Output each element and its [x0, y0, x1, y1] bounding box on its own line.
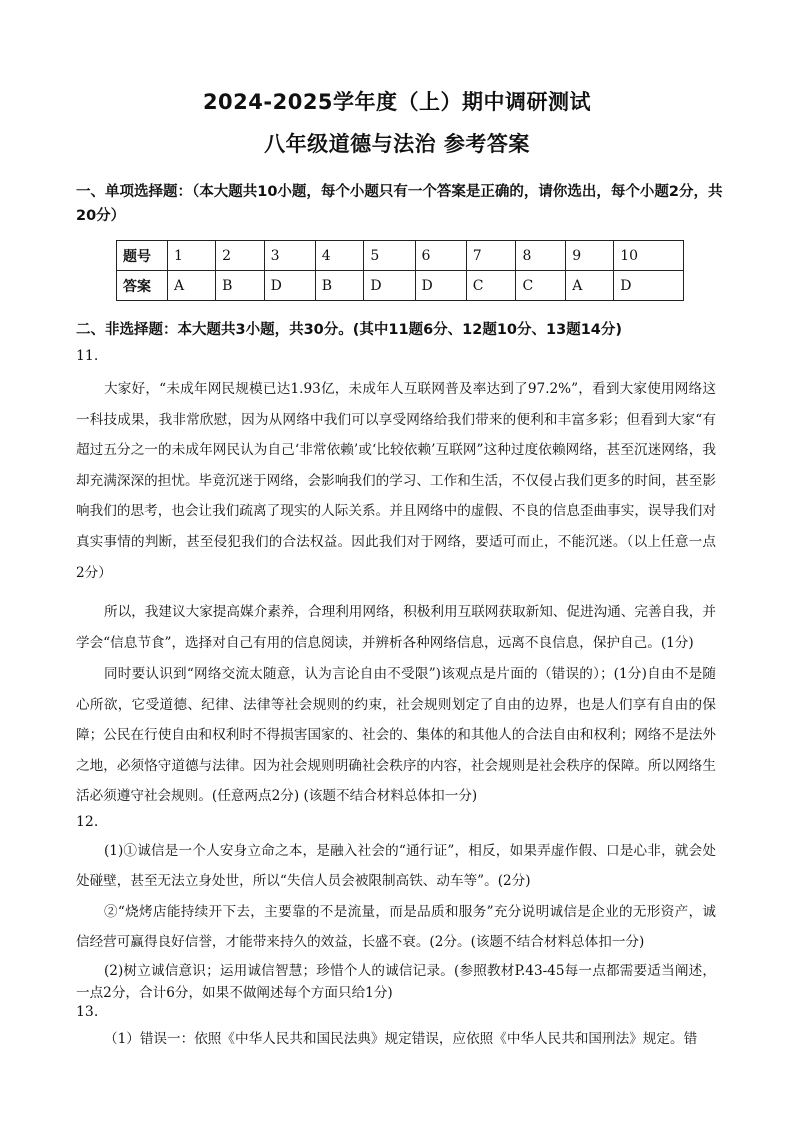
question-number: 8: [516, 241, 566, 271]
question-11-paragraph-1: 大家好，“未成年网民规模已达1.93亿，未成年人互联网普及率达到了97.2%”，看到大家使用网络这一科技成果，我非常欣慰，因为从网络中我们可以享受网络给我们带来的便利和丰富多彩；但看到大家“有超过五分之一的未成年网民认为自己‘非常依赖’或‘比较依赖’互联网”这种过度依赖网络，甚至沉迷网络，我却充满深深的担忧。毕竟沉迷于网络，会影响我们的学习、工作和生活，不仅侵占我们更多的时间，甚至影响我们的思考，也会让我们疏离了现实的人际关系。并且网络中的虚假、不良的信息歪曲事实，误导我们对真实事情的判断，甚至侵犯我们的合法权益。因此我们对于网络，要适可而止，不能沉迷。（以上任意一点2分）: [76, 381, 716, 581]
page-title: 2024-2025学年度（上）期中调研测试: [202, 90, 592, 114]
answer-cell: D: [264, 271, 315, 301]
question-number: 7: [466, 241, 516, 271]
question-11-number: 11.: [76, 348, 99, 364]
question-label: 题号: [117, 241, 168, 271]
answer-row: [117, 271, 684, 301]
question-12-paragraph-1: (1)①诚信是一个人安身立命之本，是融入社会的“通行证”，相反，如果弄虚作假、口是心非，就会处处碰壁，甚至无法立身处世，所以“失信人员会被限制高铁、动车等”。(2分): [76, 843, 716, 889]
question-12-paragraph-3: (2)树立诚信意识；运用诚信智慧；珍惜个人的诚信记录。(参照教材P.43-45每一点都需要适当阐述，一点2分，合计6分，如果不做阐述每个方面只给1分): [76, 963, 716, 1001]
section2-heading: 二、非选择题：本大题共3小题，共30分。(其中11题6分、12题10分、13题14分): [76, 322, 622, 338]
question-number-row: [117, 241, 684, 271]
question-number: 2: [216, 241, 265, 271]
question-13-paragraph-1: （1）错误一：依照《中华人民共和国民法典》规定错误，应依照《中华人民共和国刑法》规定。错: [104, 1031, 698, 1047]
answer-cell: D: [364, 271, 415, 301]
answer-cell: C: [466, 271, 516, 301]
question-number: 3: [264, 241, 315, 271]
question-number: 5: [364, 241, 415, 271]
answer-cell: A: [566, 271, 614, 301]
answer-cell: C: [516, 271, 566, 301]
answer-cell: B: [315, 271, 364, 301]
question-12-paragraph-2: ②“烧烤店能持续开下去，主要靠的不是流量，而是品质和服务”充分说明诚信是企业的无形资产，诚信经营可赢得良好信誉，才能带来持久的效益，长盛不衰。(2分。(该题不结合材料总体扣一分): [76, 904, 716, 950]
question-11-paragraph-3: 同时要认识到“网络交流太随意，认为言论自由不受限”)该观点是片面的（错误的）；(1分)自由不是随心所欲，它受道德、纪律、法律等社会规则的约束，社会规则划定了自由的边界，也是人们享有自由的保障；公民在行使自由和权利时不得损害国家的、社会的、集体的和其他人的合法自由和权利；网络不是法外之地，必须恪守道德与法律。因为社会规则明确社会秩序的内容，社会规则是社会秩序的保障。所以网络生活必须遵守社会规则。(任意两点2分) (该题不结合材料总体扣一分): [76, 666, 716, 805]
question-12-number: 12.: [76, 814, 99, 830]
question-number: 4: [315, 241, 364, 271]
question-number: 6: [415, 241, 466, 271]
question-13-number: 13.: [76, 1004, 99, 1020]
question-number: 9: [566, 241, 614, 271]
answer-cell: A: [168, 271, 216, 301]
answer-table: [116, 240, 684, 301]
answer-cell: D: [415, 271, 466, 301]
question-number: 10: [614, 241, 684, 271]
answer-label: 答案: [117, 271, 168, 301]
question-11-paragraph-2: 所以，我建议大家提高媒介素养，合理利用网络，积极利用互联网获取新知、促进沟通、完善自我，并学会“信息节食”，选择对自己有用的信息阅读，并辨析各种网络信息，远离不良信息，保护自己。(1分): [76, 604, 716, 651]
page-subtitle: 八年级道德与法治 参考答案: [264, 132, 530, 156]
answer-cell: B: [216, 271, 265, 301]
answer-cell: D: [614, 271, 684, 301]
section1-heading: 一、单项选择题：（本大题共10小题，每个小题只有一个答案是正确的，请你选出，每个小题2分，共20分）: [76, 184, 723, 224]
question-number: 1: [168, 241, 216, 271]
